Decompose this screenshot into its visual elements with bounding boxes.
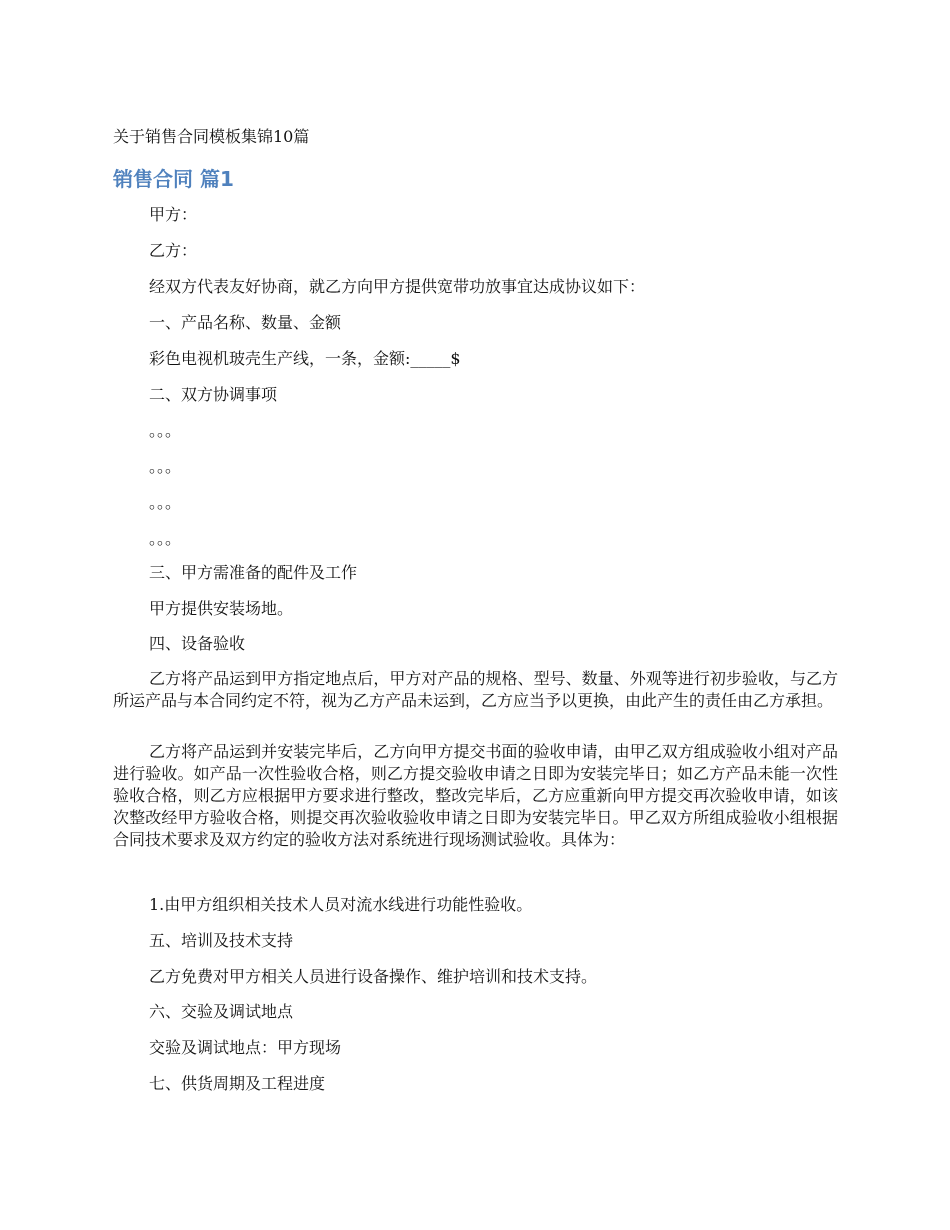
clause-heading-2: 二、双方协调事项: [149, 385, 278, 404]
ellipsis-line: 。。。: [149, 457, 182, 476]
clause-heading-4: 四、设备验收: [149, 634, 246, 653]
ellipsis-line: 。。。: [149, 421, 182, 440]
ellipsis-line: 。。。: [149, 529, 182, 548]
product-line: 彩色电视机玻壳生产线，一条，金额:_____$: [149, 349, 461, 368]
party-a-line: 甲方：: [149, 205, 198, 224]
clause-heading-5: 五、培训及技术支持: [149, 931, 294, 950]
acceptance-paragraph-2: 乙方将产品运到并安装完毕后，乙方向甲方提交书面的验收申请，由甲乙双方组成验收小组对产品进行验收。如产品一次性验收合格，则乙方提交验收申请之日即为安装完毕日；如乙方产品未能一次性验收合格，则乙方应根据甲方要求进行整改，整改完毕后，乙方应重新向甲方提交再次验收申请，如该次整改经甲方验收合格，则提交再次验收验收申请之日即为安装完毕日。甲乙双方所组成验收小组根据合同技术要求及双方约定的验收方法对系统进行现场测试验收。具体为：: [113, 742, 838, 849]
clause-heading-6: 六、交验及调试地点: [149, 1002, 294, 1021]
document-title: 关于销售合同模板集锦10篇: [113, 127, 310, 146]
clause-heading-1: 一、产品名称、数量、金额: [149, 313, 342, 332]
intro-line: 经双方代表友好协商，就乙方向甲方提供宽带功放事宜达成协议如下：: [149, 277, 646, 296]
clause-heading-3: 三、甲方需准备的配件及工作: [149, 563, 358, 582]
party-b-line: 乙方：: [149, 241, 198, 260]
section-heading: 销售合同 篇1: [113, 167, 234, 191]
ellipsis-line: 。。。: [149, 493, 182, 512]
acceptance-item-line: 1.由甲方组织相关技术人员对流水线进行功能性验收。: [149, 895, 533, 914]
training-line: 乙方免费对甲方相关人员进行设备操作、维护培训和技术支持。: [149, 967, 598, 986]
location-line: 交验及调试地点：甲方现场: [149, 1038, 342, 1057]
clause-heading-7: 七、供货周期及工程进度: [149, 1074, 326, 1093]
acceptance-paragraph-1: 乙方将产品运到甲方指定地点后，甲方对产品的规格、型号、数量、外观等进行初步验收，与乙方所运产品与本合同约定不符，视为乙方产品未运到，乙方应当予以更换，由此产生的责任由乙方承担。: [113, 669, 838, 710]
site-line: 甲方提供安装场地。: [149, 599, 294, 618]
